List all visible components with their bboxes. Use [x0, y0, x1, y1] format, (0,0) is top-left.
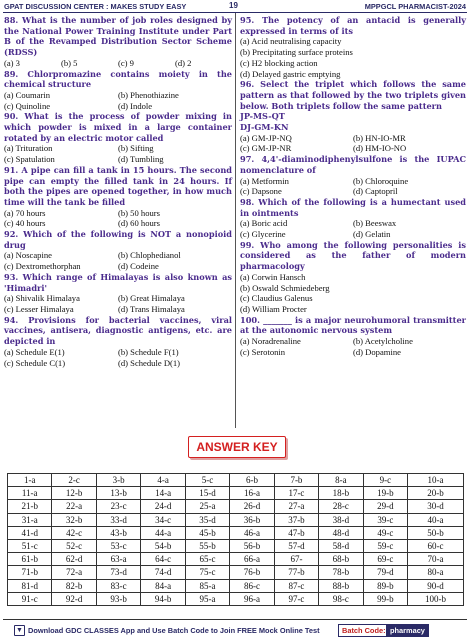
answer-cell: 92-d: [52, 592, 96, 605]
question-number: 98.: [240, 196, 255, 207]
answer-cell: 56-b: [230, 539, 274, 552]
answer-cell: 100-b: [408, 592, 464, 605]
question-text: [4, 272, 232, 293]
question-body: A pipe can fill a tank in 15 hours. The second pipe can empty the filled tank in 24 hours. If both the pipes are opened together, in how much time will the tank be filled: [4, 164, 233, 207]
answer-option: (d) Captopril: [353, 186, 398, 197]
options-list: [240, 176, 466, 197]
answer-cell: 66-a: [230, 553, 274, 566]
answer-cell: 60-c: [408, 539, 464, 552]
answer-cell: 90-d: [408, 579, 464, 592]
question-number: 89.: [4, 68, 19, 79]
options-list: [240, 133, 466, 154]
question-number: 99.: [240, 239, 255, 250]
answer-option: (c) 9: [118, 57, 134, 68]
answer-cell: 50-b: [408, 526, 464, 539]
answer-cell: 91-c: [8, 592, 52, 605]
answer-cell: 23-c: [96, 500, 140, 513]
page-number: 19: [229, 1, 238, 10]
answer-cell: 46-a: [230, 526, 274, 539]
answer-cell: 65-c: [185, 553, 229, 566]
answer-cell: 29-d: [363, 500, 407, 513]
answer-option: (b) Precipitating surface proteins: [240, 47, 353, 58]
answer-cell: 63-a: [96, 553, 140, 566]
batch-code-value: pharmacy: [386, 624, 429, 637]
answer-cell: 71-b: [8, 566, 52, 579]
question-text: [4, 165, 232, 208]
question-body: Provisions for bacterial vaccines, viral vaccines, antisera, diagnostic antigens, etc. are depicted in: [4, 314, 233, 347]
answer-option: (b) Sifting: [118, 143, 154, 154]
options-list: [4, 208, 232, 229]
answer-option: (a) Noradrenaline: [240, 336, 301, 347]
question-number: 88.: [4, 15, 19, 25]
answer-cell: 80-a: [408, 566, 464, 579]
answer-option: (b) 5: [61, 57, 78, 68]
answer-cell: 81-d: [8, 579, 52, 592]
answer-cell: 42-c: [52, 526, 96, 539]
answer-cell: 99-b: [363, 592, 407, 605]
question-text: [240, 197, 466, 218]
question-text: [4, 229, 232, 250]
answer-cell: 58-d: [319, 539, 363, 552]
answer-cell: 94-b: [141, 592, 185, 605]
question-text: [4, 15, 232, 58]
answer-option: (a) Shivalik Himalaya: [4, 293, 80, 304]
question-text: [240, 79, 466, 111]
question-90: [4, 111, 232, 165]
answer-cell: 61-b: [8, 553, 52, 566]
question-body: Select the triplet which follows the same pattern as that followed by the two triplets given below. Both triplets follow the same pattern: [240, 79, 466, 111]
answer-cell: 4-a: [141, 474, 185, 487]
answer-cell: 35-d: [185, 513, 229, 526]
answer-option: (c) Quinoline: [4, 100, 51, 111]
answer-row: [8, 592, 464, 605]
answer-cell: 47-b: [274, 526, 318, 539]
question-number: 91.: [4, 164, 19, 175]
question-text: [240, 240, 466, 272]
answer-option: (a) GM-JP-NQ: [240, 132, 292, 143]
answer-cell: 2-c: [52, 474, 96, 487]
question-text: [240, 315, 466, 336]
footer-text: Download GDC CLASSES App and Use Batch Code to Join FREE Mock Online Test: [28, 626, 320, 635]
answer-cell: 18-b: [319, 487, 363, 500]
answer-cell: 19-b: [363, 487, 407, 500]
answer-option: (d) Schedule D(1): [118, 357, 181, 368]
answer-cell: 39-c: [363, 513, 407, 526]
answer-cell: 10-a: [408, 474, 464, 487]
answer-cell: 68-b: [319, 553, 363, 566]
pattern-line: JP-MS-QT: [240, 111, 285, 122]
answer-cell: 3-b: [96, 474, 140, 487]
question-body: 4,4'-diaminodiphenylsulfone is the IUPAC nomenclature of: [240, 154, 466, 175]
question-body: What is the number of job roles designed by the National Power Training Institute under Part B of the Revamped Distribution Sector Scheme (RDSS): [4, 15, 232, 58]
answer-cell: 67-: [274, 553, 318, 566]
question-88: [4, 15, 232, 69]
answer-option: (c) H2 blocking action: [240, 57, 318, 68]
answer-option: (a) Acid neutralising capacity: [240, 36, 342, 47]
answer-cell: 97-c: [274, 592, 318, 605]
pattern-line: DJ-GM-KN: [240, 122, 289, 133]
answer-option: (a) Corwin Hansch: [240, 271, 306, 282]
options-list: [240, 272, 466, 315]
answer-cell: 9-c: [363, 474, 407, 487]
answer-option: (d) Indole: [118, 100, 153, 111]
header-right: MPPGCL PHARMACIST-2024: [364, 2, 466, 11]
answer-cell: 34-c: [141, 513, 185, 526]
answer-option: (d) Gelatin: [353, 229, 391, 240]
question-99: [240, 240, 466, 315]
answer-cell: 7-b: [274, 474, 318, 487]
answer-cell: 73-d: [96, 566, 140, 579]
left-question-column: [4, 15, 232, 368]
answer-cell: 88-b: [319, 579, 363, 592]
answer-cell: 24-d: [141, 500, 185, 513]
answer-option: (d) Trans Himalaya: [118, 303, 185, 314]
answer-option: (d) William Procter: [240, 303, 307, 314]
question-text: [240, 15, 466, 36]
answer-option: (d) 60 hours: [118, 218, 161, 229]
question-number: 100.: [240, 314, 260, 325]
question-89: [4, 69, 232, 112]
question-100: [240, 315, 466, 358]
answer-option: (d) HM-IO-NO: [353, 143, 407, 154]
download-icon: ▼: [14, 625, 25, 636]
answer-option: (a) Noscapine: [4, 250, 52, 261]
header-left: GPAT DISCUSSION CENTER : MAKES STUDY EASY: [4, 2, 187, 11]
answer-cell: 75-c: [185, 566, 229, 579]
answer-cell: 21-b: [8, 500, 52, 513]
answer-option: (d) Codeine: [118, 261, 159, 272]
answer-cell: 33-d: [96, 513, 140, 526]
answer-cell: 48-d: [319, 526, 363, 539]
answer-cell: 11-a: [8, 487, 52, 500]
question-body: Who among the following personalities is considered as the father of modern pharmacology: [240, 239, 467, 272]
question-number: 93.: [4, 271, 19, 282]
answer-cell: 93-b: [96, 592, 140, 605]
answer-cell: 52-c: [52, 539, 96, 552]
answer-row: [8, 566, 464, 579]
question-body: _______ is a major neurohumoral transmitter at the autonomic nervous system: [240, 314, 466, 336]
answer-option: (a) Metformin: [240, 175, 289, 186]
question-95: [240, 15, 466, 79]
options-list: [4, 250, 232, 271]
question-text: [4, 315, 232, 347]
answer-cell: 1-a: [8, 474, 52, 487]
question-number: 94.: [4, 314, 19, 325]
answer-option: (b) Beeswax: [353, 218, 397, 229]
answer-option: (d) Tumbling: [118, 154, 164, 165]
answer-cell: 83-c: [96, 579, 140, 592]
answer-row: [8, 487, 464, 500]
answer-row: [8, 474, 464, 487]
question-92: [4, 229, 232, 272]
options-list: [4, 143, 232, 164]
answer-cell: 96-a: [230, 592, 274, 605]
question-text: [4, 69, 232, 90]
answer-option: (b) HN-IO-MR: [353, 132, 406, 143]
answer-cell: 79-d: [363, 566, 407, 579]
question-body: Chlorpromazine contains moiety in the chemical structure: [4, 68, 232, 90]
answer-option: (b) Chlophedianol: [118, 250, 181, 261]
answer-cell: 32-b: [52, 513, 96, 526]
answer-cell: 82-b: [52, 579, 96, 592]
answer-row: [8, 579, 464, 592]
answer-cell: 13-b: [96, 487, 140, 500]
question-text: [240, 154, 466, 175]
answer-cell: 86-c: [230, 579, 274, 592]
answer-option: (c) Schedule C(1): [4, 357, 66, 368]
answer-cell: 69-c: [363, 553, 407, 566]
answer-cell: 25-a: [185, 500, 229, 513]
question-91: [4, 165, 232, 229]
answer-option: (c) Spatulation: [4, 154, 55, 165]
answer-cell: 5-c: [185, 474, 229, 487]
answer-key-title: ANSWER KEY: [188, 436, 286, 458]
question-number: 96.: [240, 79, 255, 90]
answer-cell: 54-b: [141, 539, 185, 552]
answer-cell: 49-c: [363, 526, 407, 539]
answer-option: (b) Great Himalaya: [118, 293, 185, 304]
answer-cell: 70-a: [408, 553, 464, 566]
answer-cell: 84-a: [141, 579, 185, 592]
answer-cell: 17-c: [274, 487, 318, 500]
options-list: [4, 293, 232, 314]
answer-cell: 26-d: [230, 500, 274, 513]
answer-cell: 59-c: [363, 539, 407, 552]
answer-cell: 41-d: [8, 526, 52, 539]
question-97: [240, 154, 466, 197]
answer-option: (c) Claudius Galenus: [240, 293, 313, 304]
answer-cell: 89-b: [363, 579, 407, 592]
options-list: [240, 336, 466, 357]
answer-cell: 8-a: [319, 474, 363, 487]
question-number: 95.: [240, 15, 255, 25]
answer-cell: 40-a: [408, 513, 464, 526]
answer-cell: 64-c: [141, 553, 185, 566]
answer-cell: 30-d: [408, 500, 464, 513]
answer-option: (d) 2: [175, 57, 192, 68]
answer-cell: 6-b: [230, 474, 274, 487]
options-list: [4, 90, 232, 111]
answer-option: (c) Glycerine: [240, 229, 286, 240]
column-divider: [235, 13, 236, 428]
options-list: [240, 218, 466, 239]
answer-cell: 28-c: [319, 500, 363, 513]
question-93: [4, 272, 232, 315]
answer-option: (a) Boric acid: [240, 218, 288, 229]
answer-option: (d) Delayed gastric emptying: [240, 68, 341, 79]
answer-cell: 57-d: [274, 539, 318, 552]
answer-row: [8, 553, 464, 566]
answer-row: [8, 513, 464, 526]
question-body: Which of the following is NOT a nonopioid drug: [4, 229, 232, 250]
answer-cell: 53-c: [96, 539, 140, 552]
answer-cell: 62-d: [52, 553, 96, 566]
answer-option: (c) GM-JP-NR: [240, 143, 292, 154]
answer-row: [8, 500, 464, 513]
answer-key-table: [7, 473, 464, 606]
answer-option: (c) Dapsone: [240, 186, 282, 197]
answer-cell: 36-b: [230, 513, 274, 526]
batch-code-label: Batch Code:: [338, 624, 390, 637]
answer-option: (a) Coumarin: [4, 89, 51, 100]
question-body: What is the process of powder mixing in which powder is mixed in a large container rotated by an electric motor called: [4, 111, 232, 143]
answer-cell: 37-b: [274, 513, 318, 526]
answer-option: (a) 70 hours: [4, 207, 46, 218]
answer-option: (c) Serotonin: [240, 346, 286, 357]
question-98: [240, 197, 466, 240]
answer-cell: 16-a: [230, 487, 274, 500]
question-number: 97.: [240, 154, 255, 165]
answer-option: (b) Oswald Schmiedeberg: [240, 282, 330, 293]
answer-cell: 51-c: [8, 539, 52, 552]
answer-cell: 12-b: [52, 487, 96, 500]
answer-cell: 15-d: [185, 487, 229, 500]
answer-option: (a) Trituration: [4, 143, 53, 154]
answer-cell: 77-b: [274, 566, 318, 579]
answer-cell: 27-a: [274, 500, 318, 513]
options-list: [240, 36, 466, 79]
answer-cell: 95-a: [185, 592, 229, 605]
question-number: 90.: [4, 111, 19, 122]
answer-cell: 14-a: [141, 487, 185, 500]
question-body: Which of the following is a humectant used in ointments: [240, 196, 467, 218]
answer-option: (c) Lesser Himalaya: [4, 303, 74, 314]
answer-option: (c) 40 hours: [4, 218, 46, 229]
question-96: [240, 79, 466, 154]
answer-cell: 74-d: [141, 566, 185, 579]
options-list: [4, 347, 232, 368]
footer-divider: [3, 619, 467, 620]
answer-cell: 78-b: [319, 566, 363, 579]
answer-cell: 38-d: [319, 513, 363, 526]
answer-cell: 76-b: [230, 566, 274, 579]
answer-option: (b) Chloroquine: [353, 175, 409, 186]
question-number: 92.: [4, 229, 19, 240]
question-body: Which range of Himalayas is also known as 'Himadri': [4, 271, 232, 293]
answer-option: (a) Schedule E(1): [4, 346, 65, 357]
options-list: [4, 58, 232, 69]
question-text: [4, 111, 232, 143]
answer-option: (b) 50 hours: [118, 207, 161, 218]
right-question-column: [240, 15, 466, 358]
question-body: The potency of an antacid is generally expressed in terms of its: [240, 15, 466, 36]
answer-cell: 43-b: [96, 526, 140, 539]
answer-option: (a) 3: [4, 57, 20, 68]
answer-key-heading: [0, 436, 470, 460]
answer-row: [8, 526, 464, 539]
answer-cell: 98-c: [319, 592, 363, 605]
answer-cell: 45-b: [185, 526, 229, 539]
answer-option: (b) Phenothiazine: [118, 89, 179, 100]
answer-cell: 72-a: [52, 566, 96, 579]
answer-row: [8, 539, 464, 552]
answer-cell: 87-c: [274, 579, 318, 592]
answer-cell: 22-a: [52, 500, 96, 513]
answer-cell: 31-a: [8, 513, 52, 526]
answer-option: (b) Schedule F(1): [118, 346, 179, 357]
answer-option: (d) Dopamine: [353, 346, 401, 357]
answer-cell: 85-a: [185, 579, 229, 592]
answer-option: (b) Acetylcholine: [353, 336, 413, 347]
answer-option: (c) Dextromethorphan: [4, 261, 81, 272]
answer-cell: 44-a: [141, 526, 185, 539]
question-94: [4, 315, 232, 369]
page-footer: [0, 622, 470, 638]
answer-cell: 20-b: [408, 487, 464, 500]
answer-cell: 55-b: [185, 539, 229, 552]
